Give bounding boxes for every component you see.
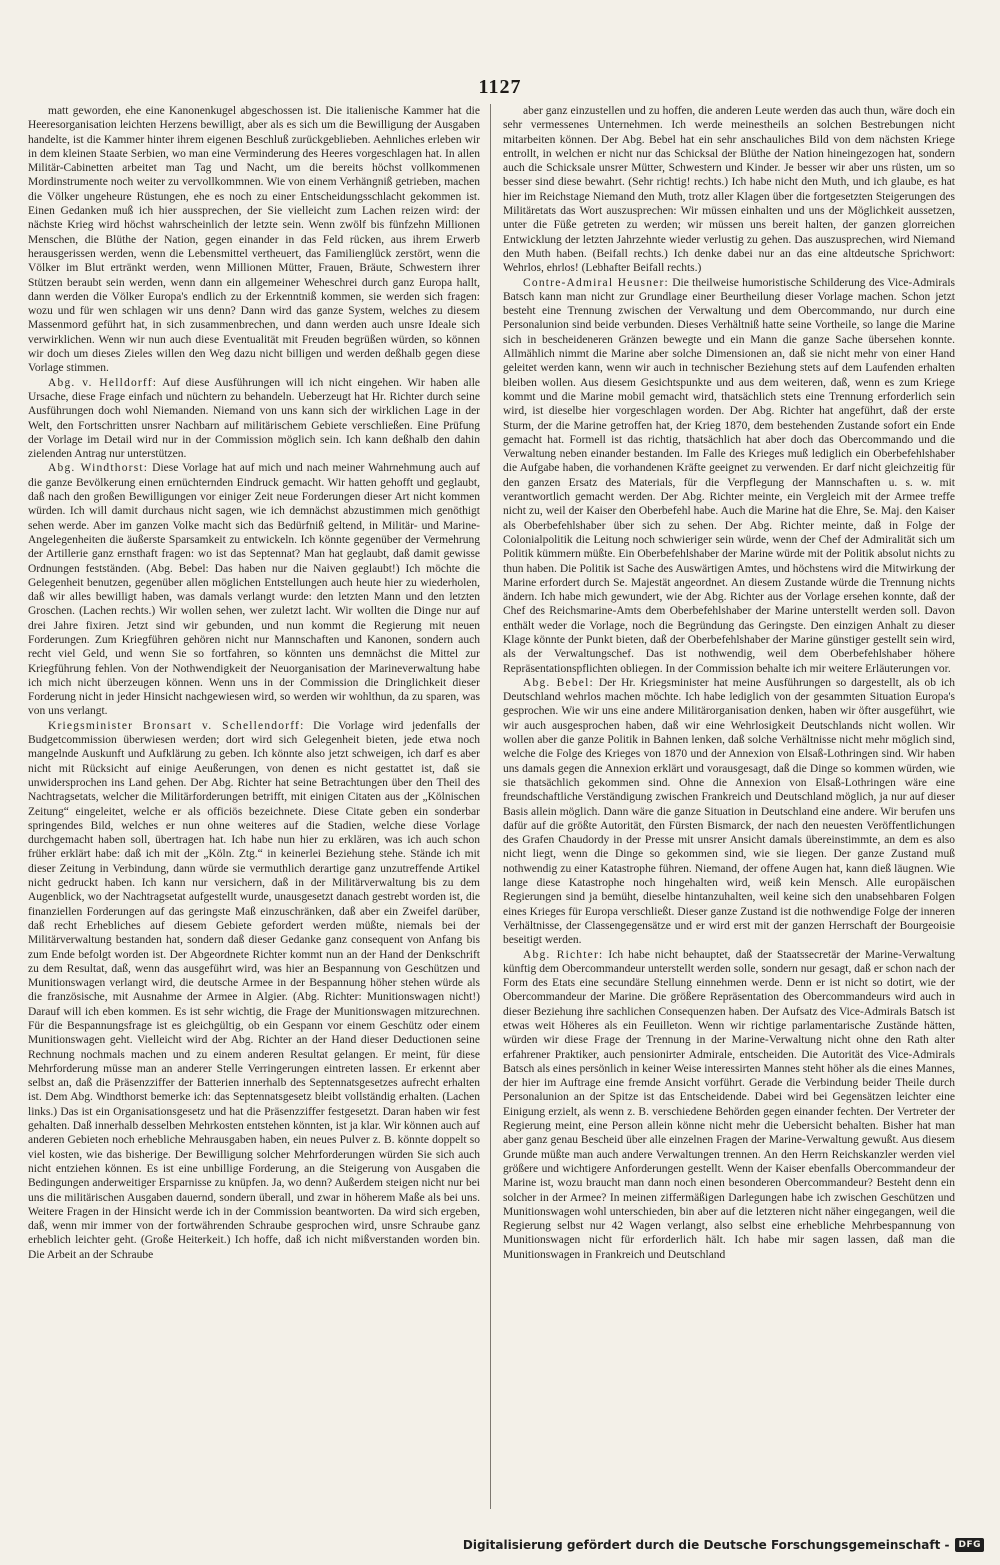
page-number: 1127 [478, 76, 522, 98]
paragraph [503, 676, 955, 948]
paragraph [28, 719, 480, 1262]
footer-text: Digitalisierung gefördert durch die Deutsche Forschungsgemeinschaft - [462, 1538, 950, 1552]
dfg-logo-icon: DFG [955, 1538, 984, 1552]
column-divider [490, 104, 491, 1509]
paragraph [28, 461, 480, 718]
speaker-name: Abg. Bebel: [523, 676, 594, 689]
speaker-name: Abg. v. Helldorff: [48, 376, 158, 389]
paragraph-text: Die theilweise humoristische Schilderung des Vice-Admirals Batsch kann man nicht zur Grundlage einer Beurtheilung dieser Vorlage machen. Schon jetzt besteht eine Trennung zwischen der Verwaltung und dem Obercommando, nur durch eine Personalunion sind beide verbunden. Dieses Verhältniß hatte seine Vortheile, so lange die Marine sich in bescheideneren Gränzen bewegte und ein Mann die ganze Sache übersehen konnte. Allmählich nimmt die Marine aber solche Dimensionen an, daß sie nicht mehr von einer Hand geleitet werden kann, wenn wir auch in technischer Beziehung stets auf dem Laufenden erhalten bleiben wollen. Aus diesem Gesichtspunkte und aus dem weiteren, daß, wenn es zum Kriege kommt und die Marine mobil gemacht wird, thatsächlich stets eine Trennung erforderlich sein wird, ist dieselbe hier vorgeschlagen worden. Der Abg. Richter hat angeführt, daß der erste Sturm, der die Marine getroffen hat, der Krieg 1870, dem bestehenden Zustande sofort ein Ende gemacht hat. Formell ist das richtig, thatsächlich hat aber doch das Obercommando und die Verwaltung neben einander bestanden. Im Falle des Krieges muß lediglich ein Oberbefehlshaber die Aufgabe haben, die vorhandenen Kräfte geeignet zu verwenden. Er darf nicht gleichzeitig für den ganzen Ersatz des Materials, für die Verpflegung der Mannschaften u. s. w. mit verantwortlich gemacht werden. Der Abg. Richter meinte, ein Vergleich mit der Armee treffe nicht zu, weil der Kaiser den Oberbefehl habe. Auch die Marine hat die Ehre, Se. Maj. den Kaiser als Oberbefehlshaber über sich zu sehen. Der Abg. Richter meinte, daß in Folge der Colonialpolitik die Leitung noch schwieriger sein würde, wenn der Chef der Admiralität sich um Politik kümmern müßte. Ein Oberbefehlshaber der Marine würde mit der Politik absolut nichts zu thun haben. Die Politik ist Sache des Auswärtigen Amtes, und höchstens wird die Mitwirkung der Marine erfordert durch Se. Majestät angeordnet. An diesem Zustande würde die Trennung nichts ändern. Ich habe mich gewundert, wie der Abg. Richter aus der Vorlage ersehen konnte, daß der Chef des Reichsmarine-Amts dem Oberbefehlshaber der Marine unterstellt werden soll. Davon enthält weder die Vorlage, noch die Begründung das Geringste. Den einzigen Anhalt zu dieser Klage könnte der Punkt bieten, daß der Oberbefehlshaber der Marine günstiger gestellt sein wird, als der Verwaltungschef. Das ist nothwendig, weil dem Oberbefehlshaber höhere Repräsentationspflichten obliegen. In der Commission behalte ich mir weitere Erläuterungen vor. [503, 276, 955, 675]
paragraph [503, 948, 955, 1263]
speaker-name: Contre-Admiral Heusner: [523, 276, 669, 289]
paragraph [503, 276, 955, 676]
column-left [28, 104, 480, 1512]
paragraph [28, 376, 480, 462]
paragraph-text: Ich habe nicht behauptet, daß der Staatssecretär der Marine-Verwaltung künftig dem Obercommandeur unterstellt werden solle, sondern nur gesagt, daß er schon nach der Form des Etats eine secundäre Stellung einnehmen werde. Denn er ist nicht so dotirt, wie der Obercommandeur der Marine. Die größere Repräsentation des Obercommandeurs wird auch in dieser Beziehung ihre sachlichen Consequenzen haben. Der Aufsatz des Vice-Admirals Batsch ist etwas weit Höheres als ein Feuilleton. Wenn wir richtige parlamentarische Zustände hätten, würden wir diese Frage der Trennung in der Marine-Verwaltung nicht ohne den Rath alter erfahrener Praktiker, auch pensionirter Admirale, entscheiden. Die Autorität des Vice-Admirals Batsch als eines persönlich in keiner Weise interessirten Mannes steht höher als die eines Mannes, der hier im Auftrage eine fremde Ansicht vorführt. Gerade die Verbindung beider Theile durch Personalunion an der Spitze ist das Entscheidende. Dabei wird bei Gegensätzen leichter eine Einigung erzielt, als wenn z. B. verschiedene Behörden gegen einander fechten. Der Vertreter der Regierung meint, eine Person allein könne nicht mehr die Uebersicht behalten. Bisher hat man aber ganz genau Bescheid über alle einzelnen Fragen der Marine-Verwaltung gewußt. Aus diesem Grunde müßte man auch andere Verwaltungen trennen. An den Herrn Reichskanzler werden viel größere und wichtigere Anforderungen gestellt. Wenn der Kaiser ebenfalls Obercommandeur der Marine ist, wozu braucht man dann noch einen besonderen Obercommandeur? Besteht denn ein solcher in der Armee? In meinen ziffermäßigen Darlegungen habe ich zwischen Geschützen und Munitionswagen wohl unterschieden, bin aber auf die letzteren nicht näher eingegangen, weil die Regierung selbst nur 42 Wagen verlangt, also selbst eine erhebliche Mehrbespannung von Munitionswagen nicht für erforderlich hält. Ich habe mir sagen lassen, daß man die Munitionswagen in Frankreich und Deutschland [503, 948, 955, 1261]
speaker-name: Abg. Windthorst: [48, 462, 149, 475]
speaker-name: Kriegsminister Bronsart v. Schellendorff: [48, 719, 305, 732]
paragraph-text: Diese Vorlage hat auf mich und nach meiner Wahrnehmung auch auf die ganze Bevölkerung einen ernüchternden Eindruck gemacht. Wir hatten gehofft und geglaubt, daß nach den großen Bewilligungen vor einiger Zeit neue Forderungen dieser Art nicht kommen würden. Ich will damit durchaus nicht sagen, wie ich demnächst abzustimmen mich genöthigt sehen werde. Aber im ganzen Volke macht sich das Bedürfniß geltend, in Militär- und Marine-Angelegenheiten die äußerste Sparsamkeit zu entwickeln. Ich könnte gegenüber der Vermehrung der Artillerie ganz ernsthaft fragen: wo ist das Septennat? Man hat geglaubt, daß damit gewisse Ordnungen festständen. (Abg. Bebel: Das haben nur die Naiven geglaubt!) Ich möchte die Gelegenheit benutzen, gegenüber allen möglichen Entstellungen auch heute hier zu wiederholen, daß wir alles bewilligt haben, was damals verlangt wurde: den letzten Mann und den letzten Groschen. (Lachen rechts.) Wir wollen sehen, wer zuletzt lacht. Wir wollten die Dinge nur auf drei Jahre fixiren. Jetzt sind wir gebunden, und nun kommt die Regierung mit neuen Forderungen. Zum Kriegführen gehören nicht nur Mannschaften und Kanonen, sondern auch recht viel Geld, und wenn Sie so fortfahren, so könnten uns demnächst die Mittel zur Kriegführung fehlen. Von der Nothwendigkeit der Neuorganisation der Marineverwaltung habe ich mich nicht überzeugen können. Wenn uns in der Commission die Dringlichkeit dieser Forderung nicht in jeder Hinsicht nachgewiesen wird, so werden wir wohlthun, da zu sparen, was von uns verlangt. [28, 462, 480, 718]
paragraph-text: aber ganz einzustellen und zu hoffen, die anderen Leute werden das auch thun, wäre doch ein sehr vermessenes Unternehmen. Ich werde meinestheils an solchen Bestrebungen nicht mitarbeiten können. Der Abg. Bebel hat ein sehr anschauliches Bild von dem nächsten Kriege entrollt, in welchen er nicht nur das Schicksal der Blüthe der Nation hineingezogen hat, sondern auch die Schicksale unsrer Mütter, Schwestern und Kinder. Je besser wir aber uns rüsten, um so besser sind diese bewahrt. (Sehr richtig! rechts.) Ich habe nicht den Muth, und ich glaube, es hat hier im Reichstage Niemand den Muth, trotz aller Klagen über die fortgesetzten Steigerungen des Militäretats das Wort auszusprechen: Wir müssen einhalten und uns der Möglichkeit aussetzen, unter die Füße getreten zu werden; wir müssen uns bereit halten, der ganzen glorreichen Entwicklung der letzten Jahrzehnte wieder verlustig zu gehen. Das auszusprechen, wird Niemand den Muth haben. (Beifall rechts.) Ich denke dabei nur an das eine altdeutsche Sprichwort: Wehrlos, ehrlos! (Lebhafter Beifall rechts.) [503, 105, 955, 275]
paragraph-text: Auf diese Ausführungen will ich nicht eingehen. Wir haben alle Ursache, diese Frage einfach und nüchtern zu behandeln. Ueberzeugt hat Hr. Richter durch seine Ausführungen doch wohl Niemanden. Niemand von uns kann sich der wirklichen Lage in der Welt, den Fortschritten unsrer Nachbarn auf militärischem Gebiete verschließen. Eine Prüfung der Vorlage im Detail wird nur in der Commission möglich sein. Ich kann deßhalb den dahin zielenden Antrag nur unterstützen. [28, 376, 480, 461]
paragraph-text: Der Hr. Kriegsminister hat meine Ausführungen so dargestellt, als ob ich Deutschland wehrlos machen möchte. Ich habe lediglich von der gesammten Situation Europa's gesprochen. Wie wir uns eine andere Militärorganisation denken, haben wir öfter ausgeführt, wie wir auch ausgesprochen haben, daß wir eine Wehrlosigkeit Deutschlands nicht wollen. Wir wollen aber die ganze Politik in Bahnen lenken, daß solche Verhältnisse nicht mehr möglich sind, welche die Folge des Krieges von 1870 und der Annexion von Elsaß-Lothringen sind. Wir haben uns damals gegen die Annexion erklärt und vorausgesagt, daß die Dinge so kommen würden, wie sie thatsächlich gekommen sind. Ohne die Annexion von Elsaß-Lothringen wäre eine freundschaftliche Verständigung zwischen Frankreich und Deutschland möglich, ja nur auf dieser Basis allein möglich. Dann wäre die ganze Situation in Deutschland eine andere. Wir berufen uns dafür auf die größte Autorität, den Fürsten Bismarck, der nach den neuesten Veröffentlichungen des Grafen Chaudordy in der Presse mit unsrer Ansicht damals übereinstimmte, an dem es also nicht liegt, wenn die Dinge so gekommen sind, wie sie liegen. Der ganze Zustand muß nothwendig zu einer Katastrophe führen. Niemand, der offene Augen hat, kann dieß läugnen. Wie lange diese Katastrophe noch hingehalten wird, weiß kein Mensch. Alle europäischen Regierungen sind ja bemüht, dieselbe hintanzuhalten, weil keine sich den unabsehbaren Folgen eines Krieges für Europa verschließt. Dieser ganze Zustand ist die nothwendige Folge der inneren Verhältnisse, der Classengegensätze und er wird erst mit der ganzen Herrschaft der Bourgeoisie beseitigt werden. [503, 676, 955, 947]
column-right [503, 104, 955, 1512]
paragraph-text: matt geworden, ehe eine Kanonenkugel abgeschossen ist. Die italienische Kammer hat die Heeresorganisation leichten Herzens bewilligt, aber als es sich um die Bewilligung der Ausgaben handelte, ist die Kammer hinter ihrem eigenen Beschluß zurückgeblieben. Aehnliches erleben wir in dem kleinen Staate Serbien, wo man eine Verminderung des Heeres vorgeschlagen hat. In allen Militär-Cabinetten arbeitet man Tag und Nacht, um die bereits höchst vollkommenen Mordinstrumente noch weiter zu vervollkommnen. Wie von einem Verhängniß getrieben, machen die Völker ungeheure Rüstungen, ehe es noch zu einer Entscheidungsschlacht gekommen ist. Einen Gedanken muß ich hier aussprechen, der Sie vielleicht zum Lachen reizen wird: der nächste Krieg wird höchst wahrscheinlich der letzte sein. Wenn zwölf bis fünfzehn Millionen Menschen, die Blüthe der Nation, gegen einander in das Feld rücken, aus ihrem Erwerb herausgerissen werden, wenn die Lebensmittel vertheuert, das Familienglück zerstört, wenn die Völker im Blut ertränkt werden, wenn Millionen Mütter, Frauen, Bräute, Schwestern ihrer Stützen beraubt sein werden, wenn dann ein allgemeiner Weheschrei durch ganz Europa hallt, dann werden die Völker Europa's endlich zu der Erkenntniß kommen, sie werden sich fragen: wozu und für wen schlagen wir uns denn? Dann wird das ganze System, welches zu diesem Massenmord geführt hat, in sich zusammenbrechen, und dann werden auch unsre Ideale sich verwirklichen. Wenn wir nun auch diese Eventualität mit Freuden begrüßen würden, so können wir doch um dieses Zieles willen den Weg dazu nicht billigen und werden deßhalb gegen diese Vorlage stimmen. [28, 105, 480, 375]
footer-credit [463, 1538, 984, 1552]
speaker-name: Abg. Richter: [523, 948, 604, 961]
paragraph-text: Die Vorlage wird jedenfalls der Budgetcommission überwiesen werden; dort wird sich Gelegenheit bieten, jede etwa noch mangelnde Auskunft und Aufklärung zu geben. Ich könnte also jetzt schweigen, ich darf es aber nicht mit Rücksicht auf einige Aeußerungen, von denen es nicht gestattet ist, daß sie unwidersprochen ins Land gehen. Der Abg. Richter hat seine Betrachtungen über den Theil des Nachtragsetats, welcher die Militärforderungen betrifft, mit einigen Citaten aus der „Kölnischen Zeitung“ eingeleitet, welche er als officiös bezeichnete. Diese Citate geben ein sonderbar springendes Bild, welches er nun ohne weiteres auf die Stadien, welche diese Vorlage durchgemacht haben soll, übertragen hat. Ich habe nun hier zu erklären, was ich auch schon früher erklärt habe: daß ich mit der „Köln. Ztg.“ in keinerlei Beziehung stehe. Stände ich mit dieser Zeitung in Verbindung, dann würde sie vermuthlich derartige ganz unzutreffende Artikel nicht gedruckt haben. Ich kann nur versichern, daß in der Militärverwaltung bis zu dem Augenblick, wo der Nachtragsetat aufgestellt wurde, unausgesetzt danach gestrebt worden ist, die finanziellen Forderungen auf das geringste Maß einzuschränken, daß aber ein Zweifel darüber, daß recht Erhebliches auf diesem Gebiete gefordert werden müßte, niemals bei der Militärverwaltung bestanden hat, sondern daß dieser Gedanke ganz consequent von Anfang bis zum Ende befolgt worden ist. Der Abgeordnete Richter kommt nun an der Hand der Denkschrift zu dem Resultat, daß, wenn das ausgeführt wird, was hier an Bespannung von Geschützen und Munitionswagen verlangt wird, die deutsche Armee in der Bespannung höher stehen würde als die französische, mit Ausnahme der Armee in Algier. (Abg. Richter: Munitionswagen nicht!) Darauf will ich eben kommen. Es ist sehr wichtig, die Frage der Munitionswagen mitzurechnen. Für die Bespannungsfrage ist es gleichgültig, ob ein Gespann vor einem Geschütz oder einem Munitionswagen geht. Vielleicht wird der Abg. Richter an der Hand dieser Deductionen seine Rechnung nochmals machen und zu einem anderen Resultat gelangen. Er meint, für diese Mehrforderung müsse man an anderer Stelle Verringerungen eintreten lassen. Er erkennt aber selbst an, daß die Präsenzziffer der Batterien innerhalb des Septennatsgesetzes aufrecht erhalten ist. Dem Abg. Windthorst bemerke ich: das Septennatsgesetz bleibt vollständig erhalten. (Lachen links.) Das ist ein Organisationsgesetz und hat die Präsenzziffer festgesetzt. Daran haben wir fest gehalten. Daß innerhalb desselben Mehrkosten entstehen könnten, ist ja klar. Wir können auch auf anderen Gebieten noch erhebliche Mehrausgaben haben, ein neues Pulver z. B. könnte doppelt so viel kosten, wie das bisherige. Der Bewilligung solcher Mehrforderungen würden Sie sich auch nicht entziehen können. Es ist eine unbillige Forderung, an die Steigerung von Ausgaben die Bedingungen anderweitiger Ersparnisse zu knüpfen. Ja, wo denn? Außerdem steigen nicht nur bei uns die militärischen Ausgaben dauernd, sondern überall, und zwar in höherem Maße als bei uns. Weitere Fragen in der Hinsicht werde ich in der Commission beantworten. Da wird sich ergeben, daß, wenn mir immer von der fortwährenden Schraube gesprochen wird, unsre Schraube ganz erheblich leichter geht. (Große Heiterkeit.) Ich hoffe, daß ich nicht mißverstanden worden bin. Die Arbeit an der Schraube [28, 719, 480, 1261]
paragraph [28, 104, 480, 376]
paragraph [503, 104, 955, 276]
